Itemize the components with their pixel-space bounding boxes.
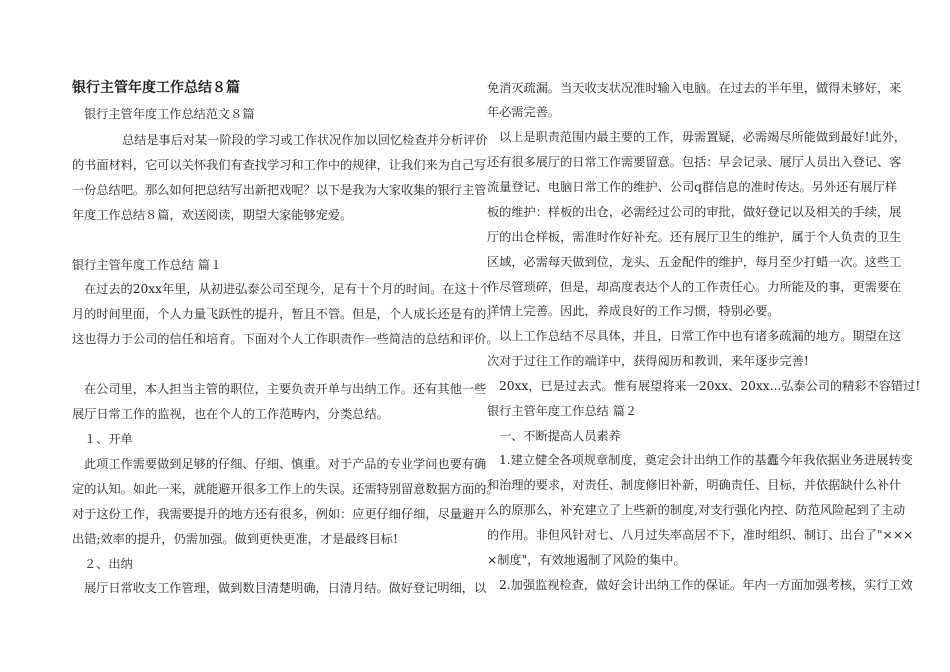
list-heading: １、开单: [84, 432, 133, 446]
paragraph-line: 2.加强监视检查，做好会计出纳工作的保证。年内一方面加强考核，实行工效: [499, 578, 913, 592]
paragraph-line: 区域，必需每天做到位，龙头、五金配件的维护，每月至少打蜡一次。这些工: [487, 255, 902, 269]
list-heading: ２、出纳: [84, 557, 133, 571]
paragraph-line: 一份总结吧。那么如何把总结写出新把戏呢？以下是我为大家收集的银行主管: [72, 183, 487, 197]
paragraph-line: 以上工作总结不尽具体，并且，日常工作中也有诸多疏漏的地方。期望在这: [499, 329, 902, 343]
paragraph-line: 详情上完善。因此，养成良好的工作习惯，特别必要。: [487, 304, 780, 318]
paragraph-line: 年度工作总结８篇，欢送阅读，期望大家能够宠爱。: [72, 208, 353, 222]
paragraph-line: 在过去的20xx年里，从初进弘泰公司至现今，足有十个月的时间。在这十个: [84, 282, 492, 296]
paragraph-line: 总结是事后对某一阶段的学习或工作状况作加以回忆检查并分析评价: [122, 133, 488, 147]
paragraph-line: 么的原那么，补充建立了上些新的制度,对支行强化内控、防范风险起到了主动: [487, 503, 906, 517]
paragraph-line: 在公司里，本人担当主管的职位，主要负责开单与出纳工作。还有其他一些: [84, 382, 487, 396]
paragraph-line: 定的认知。如此一来，就能避开很多工作上的失误。还需特别留意数据方面的。: [72, 482, 499, 496]
paragraph-line: 流量登记、电脑日常工作的维护、公司q群信息的准时传达。另外还有展厅样: [487, 180, 897, 194]
paragraph-line: 月的时间里面，个人力量飞跃性的提升，暂且不管。但是，个人成长还是有的。: [72, 307, 499, 321]
section-heading: 银行主管年度工作总结 篇１: [72, 258, 223, 272]
paragraph-line: 厅的出仓样板，需准时作好补充。还有展厅卫生的维护，属于个人负责的卫生: [487, 230, 902, 244]
paragraph-line: 板的维护：样板的出仓，必需经过公司的审批，做好登记以及相关的手续，展: [487, 205, 902, 219]
list-heading: 一、不断提高人员素养: [499, 429, 621, 443]
paragraph-line: 免消灭疏漏。当天收支状况准时输入电脑。在过去的半年里，做得未够好，来: [487, 81, 902, 95]
document-title: 银行主管年度工作总结８篇: [72, 80, 240, 96]
section-heading: 银行主管年度工作总结 篇２: [487, 404, 638, 418]
subtitle: 银行主管年度工作总结范文８篇: [84, 107, 255, 121]
paragraph-line: 次对于过往工作的端详中，获得阅历和教训，来年逐步完善!: [487, 354, 809, 368]
paragraph-line: 和治理的要求，对责任、制度修旧补新，明确责任、目标，并依据缺什么补什: [487, 478, 902, 492]
paragraph-line: 的书面材料，它可以关怀我们有查找学习和工作中的规律，让我们来为自己写: [72, 158, 487, 172]
paragraph-line: 还有很多展厅的日常工作需要留意。包括：早会记录、展厅人员出入登记、客: [487, 155, 902, 169]
paragraph-line: 这也得力于公司的信任和培育。下面对个人工作职责作一些简洁的总结和评价。: [72, 332, 499, 346]
paragraph-line: 对于这份工作，我需要提升的地方还有很多，例如：应更仔细仔细，尽量避开: [72, 507, 487, 521]
paragraph-line: 作尽管琐碎，但是，却高度表达个人的工作责任心。力所能及的事，更需要在: [487, 280, 902, 294]
paragraph-line: 展厅日常工作的监视，也在个人的工作范畴内，分类总结。: [72, 407, 389, 421]
paragraph-line: 1.建立健全各项规章制度，奠定会计出纳工作的基蠹今年我依据业务进展转变: [499, 453, 913, 467]
paragraph-line: 展厅日常收支工作管理，做到数目清楚明确，日清月结。做好登记明细，以: [84, 581, 487, 595]
paragraph-line: 此项工作需要做到足够的仔细、仔细、慎重。对于产品的专业学问也要有确: [84, 457, 487, 471]
paragraph-line: 出错;效率的提升，仍需加强。做到更快更准，才是最终目标!: [72, 532, 398, 546]
paragraph-line: 年必需完善。: [487, 105, 561, 119]
paragraph-line: ×制度"，有效地遏制了风险的集中。: [487, 553, 686, 567]
paragraph-line: 的作用。非但风针对七、八月过失率高居不下，准时组织、制订、出台了"×××: [487, 528, 914, 542]
paragraph-line: 以上是职责范围内最主要的工作，毋需置疑，必需竭尽所能做到最好!此外，: [499, 130, 907, 144]
paragraph-line: 20xx，已是过去式。惟有展望将来一20xx、20xx...弘泰公司的精彩不容错过!: [499, 379, 921, 393]
